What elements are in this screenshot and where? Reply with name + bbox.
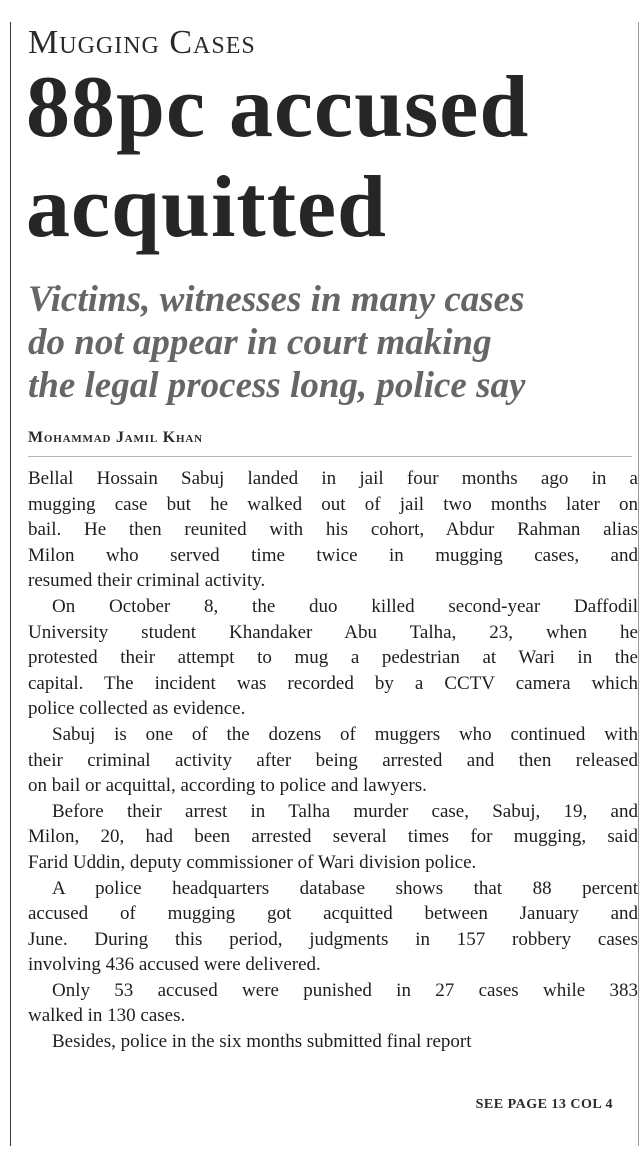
body-line: Besides, police in the six months submitted final report [52, 1031, 472, 1053]
body-line: Milon, 20, had been arrested several times for mugging, said [28, 826, 638, 848]
body-line: Farid Uddin, deputy commissioner of Wari division police. [28, 851, 477, 873]
body-line: Milon who served time twice in mugging cases, and [28, 544, 638, 566]
headline-line: 88pc accused [26, 59, 530, 156]
body-line: their criminal activity after being arrested and then released [28, 749, 638, 771]
subheadline [28, 278, 628, 407]
subhead-line: do not appear in court making [28, 322, 492, 363]
headline-line: acquitted [26, 159, 387, 256]
subhead-line: the legal process long, police say [28, 365, 526, 406]
body-line: walked in 130 cases. [28, 1005, 186, 1027]
body-line: Bellal Hossain Sabuj landed in jail four months ago in a [28, 468, 638, 489]
kicker: Mugging Cases [28, 24, 256, 61]
byline: Mohammad Jamil Khan [28, 429, 203, 446]
article-body [28, 466, 638, 1055]
body-line: capital. The incident was recorded by a CCTV camera which [28, 672, 638, 694]
body-line: resumed their criminal activity. [28, 570, 266, 592]
continuation-jump-line: SEE PAGE 13 COL 4 [475, 1097, 613, 1112]
body-line: bail. He then reunited with his cohort, Abdur Rahman alias [28, 519, 638, 541]
body-line: police collected as evidence. [28, 698, 246, 720]
body-line: protested their attempt to mug a pedestrian at Wari in the [28, 647, 638, 669]
body-line: University student Khandaker Abu Talha, 23, when he [28, 621, 638, 643]
body-line: June. During this period, judgments in 157 robbery cases [28, 928, 638, 950]
body-line: On October 8, the duo killed second-year Daffodil [52, 595, 638, 617]
left-column-rule [10, 22, 11, 1146]
body-line: Sabuj is one of the dozens of muggers who continued with [52, 723, 638, 745]
body-line: Only 53 accused were punished in 27 cases while 383 [52, 979, 638, 1001]
byline-divider [28, 456, 632, 457]
subhead-line: Victims, witnesses in many cases [28, 279, 525, 320]
body-line: A police headquarters database shows that 88 percent [52, 877, 638, 899]
body-line: accused of mugging got acquitted between January and [28, 903, 638, 925]
body-line: involving 436 accused were delivered. [28, 954, 321, 976]
body-line: on bail or acquittal, according to police and lawyers. [28, 775, 427, 797]
body-line: Before their arrest in Talha murder case, Sabuj, 19, and [52, 800, 638, 822]
body-line: mugging case but he walked out of jail two months later on [28, 493, 638, 515]
headline [26, 58, 626, 258]
right-column-rule [638, 22, 639, 1146]
